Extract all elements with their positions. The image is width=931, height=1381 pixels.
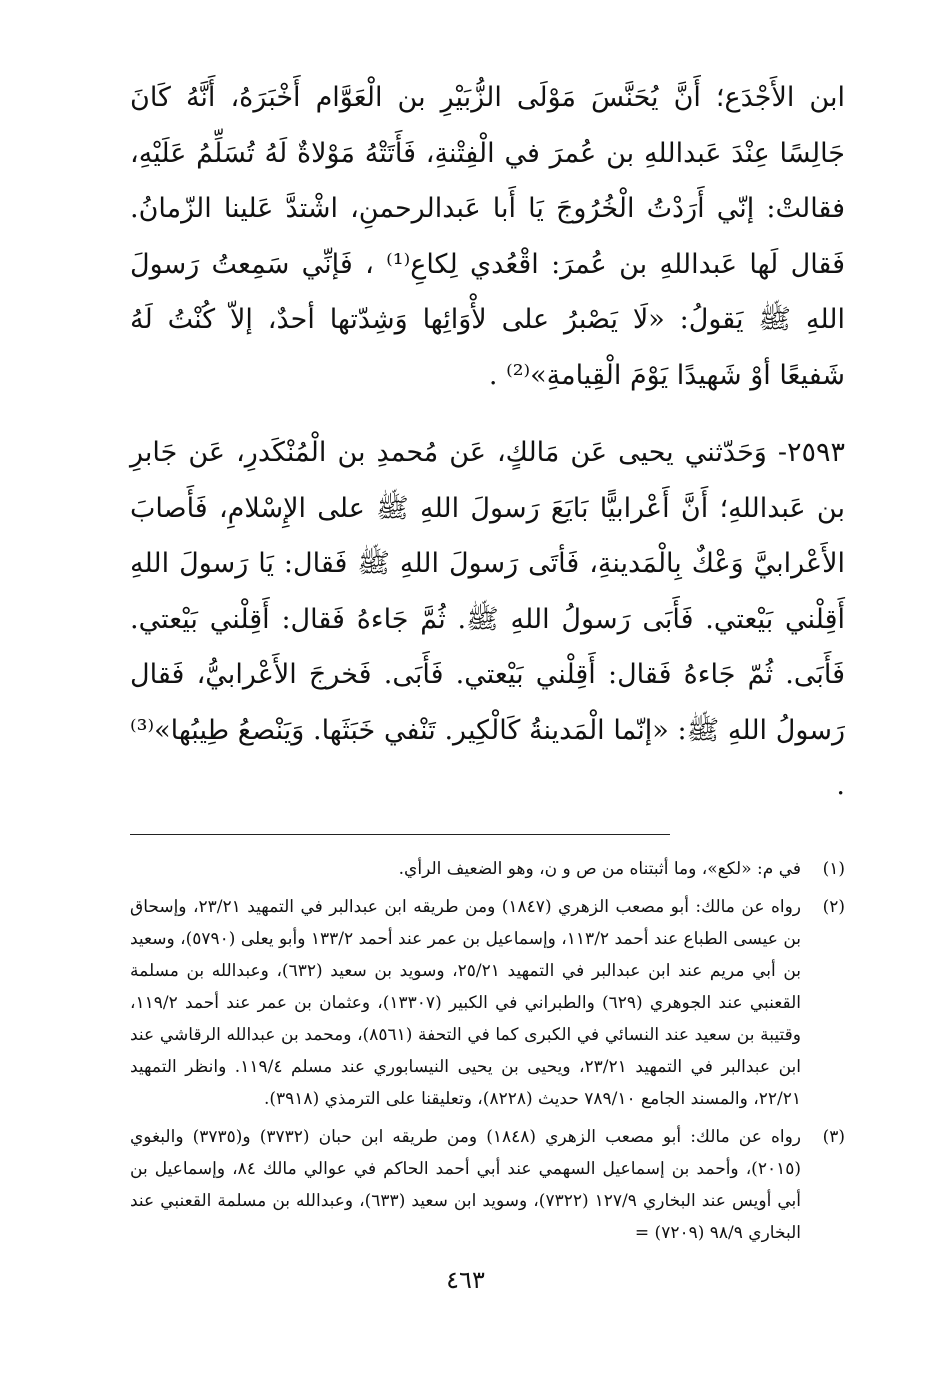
footnote-1 [130,853,845,885]
page-number: ٤٦٣ [446,1266,485,1294]
footnote-text: رواه عن مالك: أبو مصعب الزهري (١٨٤٧) ومن طريقه ابن عبدالبر في التمهيد ٢٣/٢١، وإسحاق بن عيسى الطباع عند أحمد ١١٣/٢، وإسماعيل بن عمر عند أحمد ١٣٣/٢ وأبو يعلى (٥٧٩٠)، وسعيد بن أبي مريم عند ابن عبدالبر في التمهيد ٢٥/٢١، وسويد بن سعيد (٦٣٢)، وعبدالله بن مسلمة القعنبي عند الجوهري (٦٢٩) والطبراني في الكبير (١٣٣٠٧)، وعثمان بن عمر عند أحمد ١١٩/٢، وقتيبة بن سعيد عند النسائي في الكبرى كما في التحفة (٨٥٦١)، ومحمد بن عبدالله الرقاشي عند ابن عبدالبر في التمهيد ٢٣/٢١، ويحيى بن يحيى النيسابوري عند مسلم ١١٩/٤. وانظر التمهيد ٢٢/٢١، والمسند الجامع ٧٨٩/١٠ حديث (٨٢٢٨)، وتعليقنا على الترمذي (٣٩١٨). [130,896,802,1109]
footnote-text: في م: «لكع»، وما أثبتناه من ص و ن، وهو الضعيف الرأي. [398,858,801,879]
footnote-number: (٣) [822,1126,845,1147]
footnote-2 [130,891,845,1115]
footnotes [130,853,845,1249]
footnote-divider [130,834,670,835]
footnote-number: (١) [822,858,845,879]
main-paragraph-1: ابن الأَجْدَع؛ أَنَّ يُحَنَّسَ مَوْلَى الزُّبَيْرِ بن الْعَوَّام أَخْبَرَهُ، أَنَّهُ كَانَ جَالِسًا عِنْدَ عَبداللهِ بن عُمرَ في الْفِتْنةِ، فَأَتَتْهُ مَوْلاةٌ لَهُ تُسَلِّمُ عَلَيْهِ، فقالتْ: إنّي أَرَدْتُ الْخُرُوجَ يَا أَبا عَبدالرحمنِ، اشْتدَّ عَلينا الزّمانُ. فَقال لَها عَبداللهِ بن عُمرَ: اقْعُدي لِكاعِ⁽¹⁾ ، فَإنِّي سَمِعتُ رَسولَ اللهِ ﷺ يَقولُ: «لَا يَصْبرُ على لأْوَائِها وَشِدّتها أحدٌ، إلاّ كُنْتُ لَهُ شَفيعًا أوْ شَهيدًا يَوْمَ الْقِيامةِ»⁽²⁾ . [130,82,845,391]
main-paragraph-2: ٢٥٩٣- وَحَدّثني يحيى عَن مَالكٍ، عَن مُحمدِ بن الْمُنْكَدرِ، عَن جَابرِ بن عَبداللهِ؛ أَنَّ أَعْرابيًّا بَايَعَ رَسولَ اللهِ ﷺ على الإِسْلامِ، فَأَصابَ الأَعْرابيَّ وَعْكٌ بِالْمَدينةِ، فَأتَى رَسولَ اللهِ ﷺ فَقال: يَا رَسولَ اللهِ أَقِلْني بَيْعتي. فَأَبَى رَسولُ اللهِ ﷺ. ثُمَّ جَاءهُ فَقال: أَقِلْني بَيْعتي. فَأَبَى. ثُمّ جَاءهُ فَقال: أَقِلْني بَيْعتي. فَأَبَى. فَخرجَ الأَعْرابيُّ، فَقال رَسولُ اللهِ ﷺ: «إنّما الْمَدينةُ كَالْكِير. تَنْفي خَبَثَها. وَيَنْصعُ طِيبُها»⁽³⁾ . [130,437,846,801]
footnote-text: رواه عن مالك: أبو مصعب الزهري (١٨٤٨) ومن طريقه ابن حبان (٣٧٣٢) و(٣٧٣٥) والبغوي (٢٠١٥)، وأحمد بن إسماعيل السهمي عند أبي أحمد الحاكم في عوالي مالك ٨٤، وإسماعيل بن أبي أويس عند البخاري ١٢٧/٩ (٧٣٢٢)، وسويد ابن سعيد (٦٣٣)، وعبدالله بن مسلمة القعنبي عند البخاري ٩٨/٩ (٧٢٠٩) = [130,1126,802,1243]
footnote-3 [130,1121,845,1249]
page-content [130,70,845,1255]
footnote-number: (٢) [822,896,845,917]
